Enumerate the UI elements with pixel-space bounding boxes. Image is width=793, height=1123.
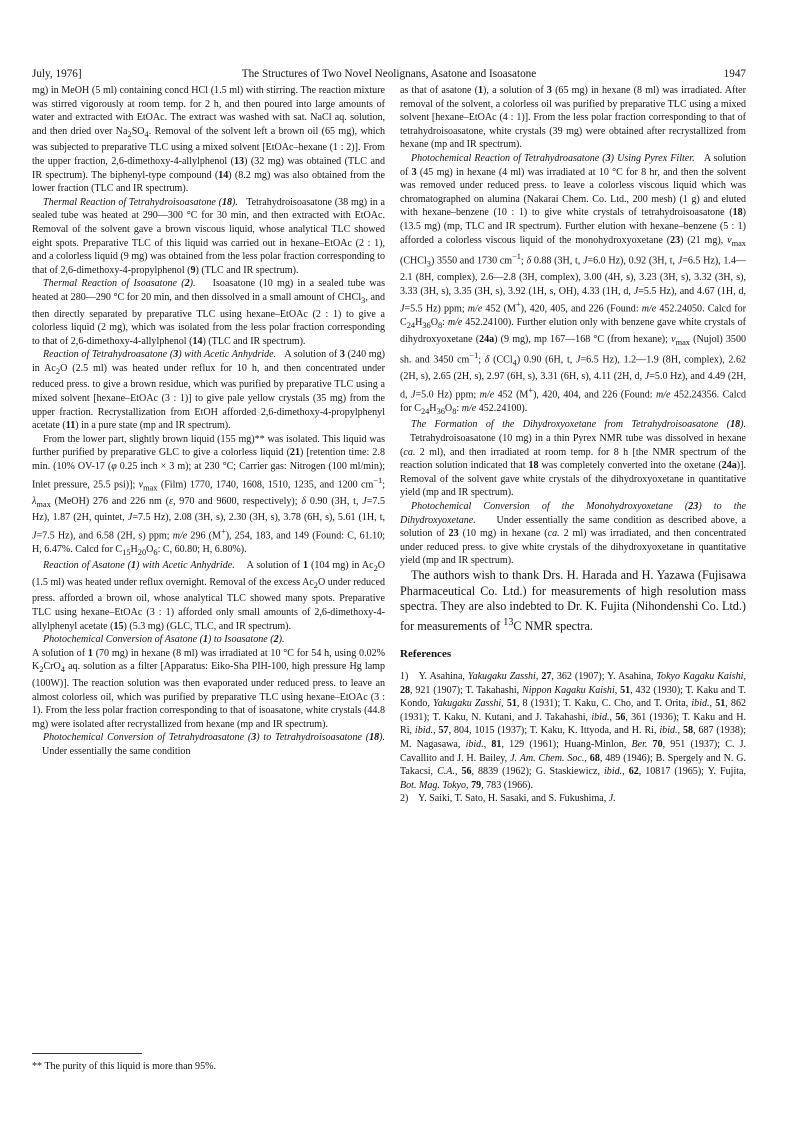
left-column-paragraph: A solution of 1 (70 mg) in hexane (8 ml) was irradiated at 10 °C for 54 h, using 0.02% $K_2CrO_4$ aq. solution as a filter [Apparatus: Eiko-Sha PIH-100, high pressure Hg lamp (100W)]. The reaction solution was then evaporated under reduced press. to leave an almost colorless oil, which was purified by preparative TLC using hexane–EtOAc (3 : 1). From the less polar fraction corresponding to that of isoasatone, white crystals (44.8 mg) were isolated after recrystallized from hexane (mp and IR spectrum). [32,647,386,730]
left-column-paragraph: Thermal Reaction of Tetrahydroisoasatone (18). Tetrahydroisoasatone (38 mg) in a sealed tube was heated at 290—300 °C for 30 min, and then extracted with EtOAc. Removal of the solvent gave a brown viscous liquid, whose analytical TLC showed eight spots. Preparative TLC of this liquid was carried out in hexane–EtOAc (2 : 1), and a colorless liquid (9 mg) was obtained from the less polar fraction corresponding to that of 2,6-dimethoxy-4-propylphenol (9) (TLC and IR spectrum). [32,196,385,276]
reference-text: Y. Saiki, T. Sato, H. Sasaki, and S. Fukushima, J. [416,793,616,805]
left-column-paragraph: Reaction of Tetrahydroasatone (3) with Acetic Anhydride. A solution of 3 (240 mg) in $Ac_2O$ (2.5 ml) was heated under reflux for 10 h, and then concentrated under reduced press. to give a brown residue, which was purified by preparative TLC using a mixed solvent [hexane–EtOAc (3 : 1)] to give pale yellow crystals (35 mg) from the upper fraction. Recrystallization from EtOH afforded 2,6-dimethoxy-4-propylphenyl acetate (11) in a pure state (mp and IR spectrum). [32,349,385,432]
reference-item [400,792,746,806]
right-column-paragraph: as that of asatone (1), a solution of 3 (65 mg) in hexane (8 ml) was irradiated. After removal of the solvent, a colorless oil was purified by preparative TLC using a mixed solvent [hexane–EtOAc (4 : 1)]. From the less polar fraction corresponding to that of tetrahydroisoasatone, white crystals (39 mg) were obtained after recrystallized from hexane (mp and IR spectrum). [400,85,746,151]
left-column-paragraph: Thermal Reaction of Isoasatone (2). Isoasatone (10 mg) in a sealed tube was heated at 280—290 °C for 20 min, and then dissolved in a small amount of CHCl$_3$, and then directly separated by preparative TLC using hexane–EtOAc (2 : 1) to give a colorless liquid (2 mg), which was isolated from the less polar fraction corresponding to that of 2,6-dimethoxy-4-allylphenol (14) (TLC and IR spectrum). [32,278,385,347]
reference-item [400,670,746,792]
right-column-paragraphs [400,84,746,568]
left-column-paragraph: Photochemical Conversion of Asatone (1) to Isoasatone (2). [43,634,285,646]
left-column-paragraph: From the lower part, slightly brown liquid (155 mg)** was isolated. This liquid was further purified by preparative GLC to give a colorless liquid (21) [retention time: 2.8 min. (10% OV-17 (φ 0.25 inch × 3 m); at 230 °C; Carrier gas: Nitrogen (100 ml/min); Inlet pressure, 25.5 psi)]; $\nu_{max}$ (Film) 1770, 1740, 1608, 1510, 1235, and 1200 $cm^{-1}$; $\lambda_{max}$ (MeOH) 276 and 226 nm (ε, 970 and 9600, respectively); δ 0.90 (3H, t, J=7.5 Hz), 1.87 (2H, quintet, J=7.5 Hz), 2.08 (3H, s), 2.30 (3H, s), 3.78 (6H, s), 5.61 (1H, t, J=7.5 Hz), and 6.58 (2H, s) ppm; m/e 296 (M+), 254, 183, and 149 (Found: C, 61.10; H, 6.47%. Calcd for $C_{15}H_{20}O_6$: C, 60.80; H, 6.80%). [32,433,386,557]
header-title: The Structures of Two Novel Neolignans, Asatone and Isoasatone [241,68,537,80]
right-column-paragraph: Photochemical Conversion of the Monohydroxyoxetane (23) to the Dihydroxyoxetane. Under essentially the same condition as described above, a solution of 23 (10 mg) in hexane (ca. 2 ml) was irradiated, and then concentrated under reduced press. to give white crystals of the dihydroxyoxetane in quantitative yield (mp and IR spectrum). [400,501,747,567]
reference-number: 2) [400,793,409,805]
references-list [400,670,746,806]
right-column-paragraph: The Formation of the Dihydroxyoxetane from Tetrahydroisoasatone (18). Tetrahydroisoasatone (10 mg) in a thin Pyrex NMR tube was dissolved in hexane (ca. 2 ml), and then irradiated at room temp. for 8 h [the NMR spectrum of the reaction solution indicated that 18 was completely converted into the oxetane (24a)]. Removal of the solvent gave white crystals of the dihydroxyoxetane in quantitative yield (mp and IR spectrum). [400,419,746,499]
references-heading: References [400,648,452,661]
left-column-paragraph: mg) in MeOH (5 ml) containing concd HCl (1.5 ml) with stirring. The reaction mixture was stirred vigorously at room temp. for 2 h, and then poured into large amounts of water and extracted with EtOAc. The extract was washed with sat. NaCl aq. solution, and then dried over $Na_2SO_4$. Removal of the solvent left a brown oil (65 mg), which was subjected to preparative TLC using a mixed solvent [EtOAc–hexane (1 : 2)]. From the upper fraction, 2,6-dimethoxy-4-allylphenol (13) (32 mg) was obtained (TLC and IR spectrum). The biphenyl-type compound (14) (8.2 mg) was also obtained from the lower fraction (TLC and IR spectrum). [32,85,385,195]
running-header [32,68,746,84]
reference-number: 1) [400,671,409,682]
right-column [400,84,746,806]
left-column-paragraph: Reaction of Asatone (1) with Acetic Anhydride. A solution of 1 (104 mg) in $Ac_2O$ (1.5 ml) was heated under reflux overnight. Removal of the excess $Ac_2O$ under reduced press. afforded a brown oil, whose analytical TLC showed many spots. Preparative TLC using hexane–EtOAc (3 : 1) afforded only small amounts of 2,6-dimethoxy-4-allylphenyl acetate (15) (5.3 mg) (GLC, TLC, and IR spectrum). [32,560,386,632]
footnote: ** The purity of this liquid is more than 95%. [32,1061,216,1072]
footnote-rule [32,1053,142,1054]
left-column-paragraph: Photochemical Conversion of Tetrahydroasatone (3) to Tetrahydroisoasatone (18). Under essentially the same condition [32,732,386,757]
header-date: July, 1976] [32,68,82,80]
page-number: 1947 [723,68,746,80]
left-column [32,84,385,759]
reference-text: Y. Asahina, Yakugaku Zasshi, 27, 362 (1907); Y. Asahina, Tokyo Kagaku Kaishi, 28, 921 (1907); T. Takahashi, Nippon Kagaku Kaishi, 51, 432 (1930); T. Kaku and T. Kondo, Yakugaku Zasshi, 51, 8 (1931); T. Kaku, C. Cho, and T. Orita, ibid., 51, 862 (1931); T. Kaku, N. Kutani, and J. Takahashi, ibid., 56, 361 (1936); T. Kaku and H. Ri, ibid., 57, 804, 1015 (1937); T. Kaku, K. Ittyoda, and H. Ri, ibid., 58, 687 (1938); M. Nagasawa, ibid., 81, 129 (1961); Huang-Minlon, Ber. 70, 951 (1937); C. J. Cavallito and J. H. Bailey, J. Am. Chem. Soc., 68, 489 (1946); B. Spergely and N. G. Takacsi, C.A., 56, 8839 (1962); G. Staskiewicz, ibid., 62, 10817 (1965); Y. Fujita, Bot. Mag. Tokyo, 79, 783 (1966). [400,671,747,791]
right-column-paragraph: Photochemical Reaction of Tetrahydroasatone (3) Using Pyrex Filter. A solution of 3 (45 mg) in hexane (4 ml) was irradiated at 10 °C for 8 hr, and then the solvent was removed under reduced press. to leave a colorless viscous liquid which was chromatographed on alumina (Nakarai Chem. Co. Ltd., 200 mesh) (1 g) and eluted with hexane–benzene (10 : 1) to give white crystals of tetrahydroisoasatone (18) (13.5 mg) (mp, TLC and IR spectrum). Further elution with hexane–benzene (5 : 1) afforded a colorless viscous liquid of the monohydroxyoxetane (23) (21 mg), $\nu_{max}$ (CHCl$_3$) 3550 and 1730 $cm^{-1}$; δ 0.88 (3H, t, J=6.0 Hz), 0.92 (3H, t, J=6.5 Hz), 1.4—2.1 (8H, complex), 2.6—2.8 (3H, complex), 3.00 (4H, s), 3.23 (3H, s), 3.32 (3H, s), 3.33 (3H, s), 3.35 (3H, s), 3.92 (1H, s, OH), 4.33 (1H, d, J=5.5 Hz), and 4.67 (1H, d, J=5.5 Hz) ppm; m/e 452 (M+), 420, 405, and 226 (Found: m/e 452.24050. Calcd for $C_{24}H_{36}O_8$: m/e 452.24100). Further elution only with benzene gave white crystals of dihydroxyoxetane (24a) (9 mg), mp 167—168 °C (from hexane); $\nu_{max}$ (Nujol) 3500 sh. and 3450 $cm^{-1}$; δ (CCl$_4$) 0.90 (6H, t, J=6.5 Hz), 1.2—1.9 (8H, complex), 2.62 (2H, s), 2.65 (2H, s), 2.97 (6H, s), 3.31 (6H, s), 4.11 (2H, d, J=5.0 Hz), and 4.49 (2H, d, J=5.0 Hz) ppm; m/e 452 (M+), 420, 404, and 226 (Found: m/e 452.24356. Calcd for $C_{24}H_{36}O_8$: m/e 452.24100). [400,152,746,416]
acknowledgement: The authors wish to thank Drs. H. Harada and H. Yazawa (Fujisawa Pharmaceutical Co. Ltd.) for measurements of high resolution mass spectra. They are also indebted to Dr. K. Fujita (Nihondenshi Co. Ltd.) for measurements of $^{13}$C NMR spectra. [400,567,746,633]
